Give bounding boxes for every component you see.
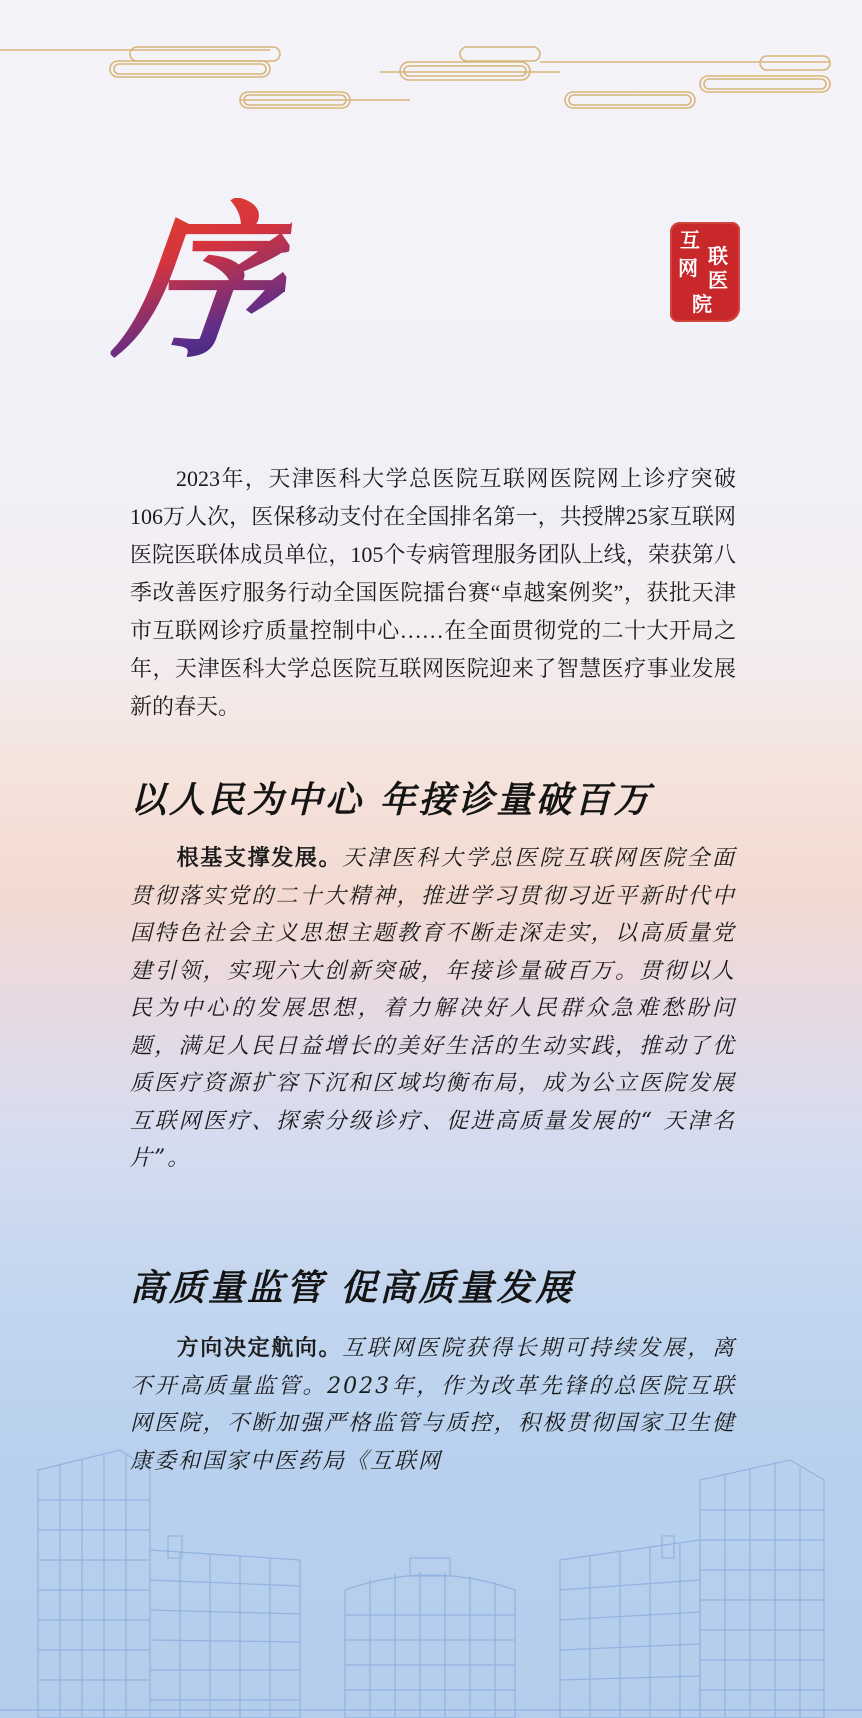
section-heading: 高质量监管 促高质量发展 bbox=[130, 1267, 575, 1309]
paragraph-body: 天津医科大学总医院互联网医院全面贯彻落实党的二十大精神，推进学习贯彻习近平新时代中国特色社会主义思想主题教育不断走深走实，以高质量党建引领，实现六大创新突破，年接诊量破百万。贯彻以人民为中心的发展思想，着力解决好人民群众急难愁盼问题，满足人民日益增长的美好生活的生动实践，推动了优质医疗资源扩容下沉和区域均衡布局，成为公立医院发展互联网医疗、探索分级诊疗、促进高质量发展的“ 天津名片”。 bbox=[130, 846, 736, 1171]
section-paragraph bbox=[130, 840, 736, 1178]
cloud-decoration bbox=[0, 0, 862, 120]
seal-char: 医 bbox=[708, 268, 728, 292]
seal-char: 网 bbox=[678, 256, 698, 280]
seal-char: 院 bbox=[692, 292, 712, 316]
section-heading: 以人民为中心 年接诊量破百万 bbox=[130, 779, 653, 821]
paragraph-body: 互联网医院获得长期可持续发展，离不开高质量监管。2023年，作为改革先锋的总医院互联网医院，不断加强严格监管与质控，积极贯彻国家卫生健康委和国家中医药局《互联网 bbox=[130, 1336, 736, 1474]
seal-char: 联 bbox=[708, 244, 728, 268]
seal-stamp bbox=[670, 222, 740, 322]
hospital-buildings-illustration bbox=[0, 1440, 862, 1718]
intro-paragraph: 2023年，天津医科大学总医院互联网医院网上诊疗突破106万人次，医保移动支付在全国排名第一，共授牌25家互联网医院医联体成员单位，105个专病管理服务团队上线，荣获第八季改善医疗服务行动全国医院擂台赛“卓越案例奖”，获批天津市互联网诊疗质量控制中心……在全面贯彻党的二十大开局之年，天津医科大学总医院互联网医院迎来了智慧医疗事业发展新的春天。 bbox=[130, 466, 737, 719]
seal-char: 互 bbox=[680, 228, 700, 252]
preface-title: 序 bbox=[107, 183, 297, 381]
lead-phrase: 根基支撑发展。 bbox=[176, 845, 343, 871]
lead-phrase: 方向决定航向。 bbox=[176, 1335, 343, 1361]
